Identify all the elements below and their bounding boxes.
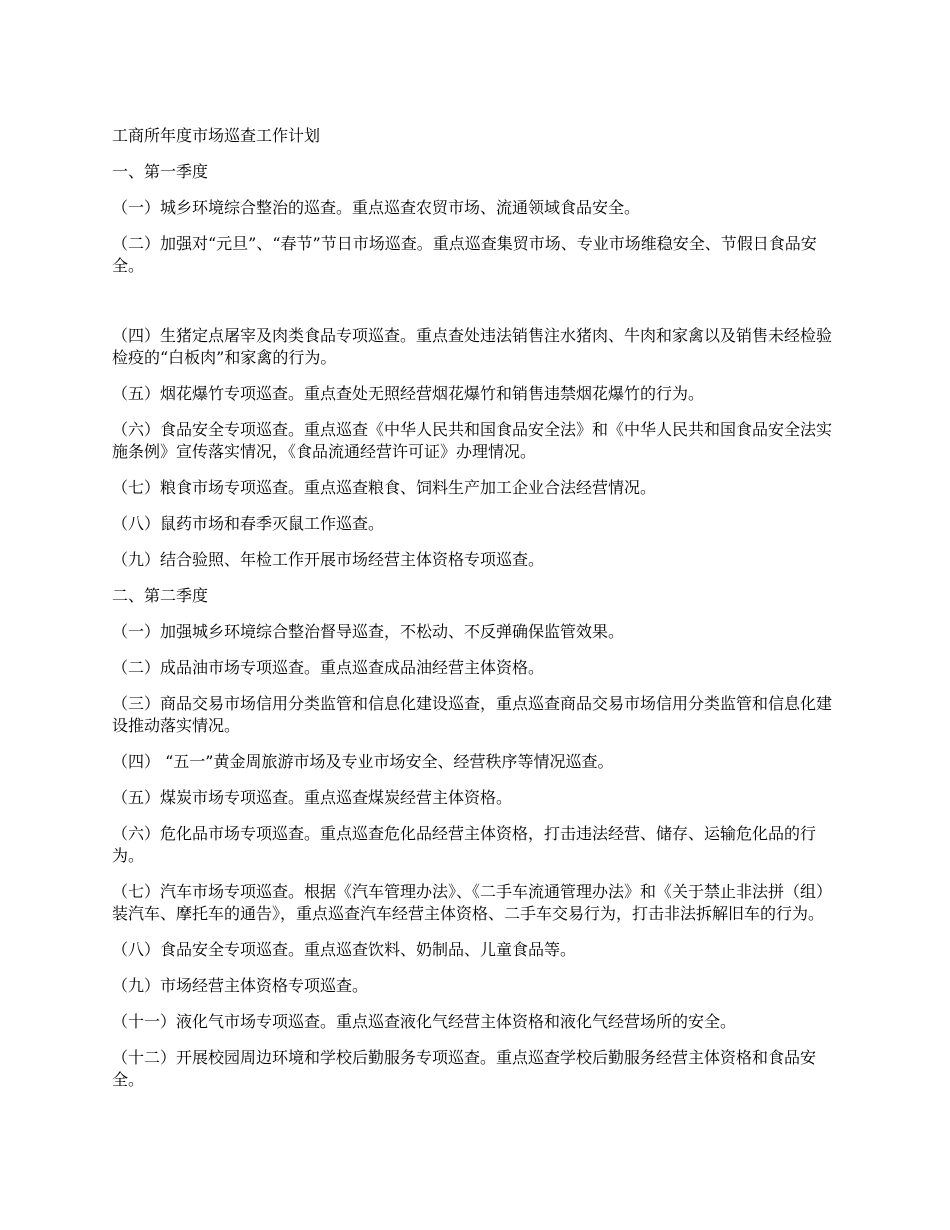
q2-item-1: （一）加强城乡环境综合整治督导巡查，不松动、不反弹确保监管效果。: [112, 622, 625, 641]
q1-item-6: （六）食品安全专项巡查。重点巡查《中华人民共和国食品安全法》和《中华人民共和国食品安全法实施条例》宣传落实情况，《食品流通经营许可证》办理情况。: [112, 420, 833, 461]
q1-item-5: （五）烟花爆竹专项巡查。重点查处无照经营烟花爆竹和销售违禁烟花爆竹的行为。: [112, 384, 705, 403]
q1-item-1: （一）城乡环境综合整治的巡查。重点巡查农贸市场、流通领域食品安全。: [112, 198, 641, 217]
q1-item-4: （四）生猪定点屠宰及肉类食品专项巡查。重点查处违法销售注水猪肉、牛肉和家禽以及销售未经检验检疫的“白板肉”和家禽的行为。: [112, 326, 833, 367]
q2-item-9: （九）市场经营主体资格专项巡查。: [112, 976, 369, 995]
q1-item-2: （二）加强对“元旦”、“春节”节日市场巡查。重点巡查集贸市场、专业市场维稳安全、节假日食品安全。: [112, 234, 817, 275]
q1-item-9: （九）结合验照、年检工作开展市场经营主体资格专项巡查。: [112, 550, 545, 569]
q2-item-11: （十一）液化气市场专项巡查。重点巡查液化气经营主体资格和液化气经营场所的安全。: [112, 1012, 737, 1031]
q1-item-7: （七）粮食市场专项巡查。重点巡查粮食、饲料生产加工企业合法经营情况。: [112, 478, 657, 497]
document-title: 工商所年度市场巡查工作计划: [112, 126, 321, 145]
q2-item-2: （二）成品油市场专项巡查。重点巡查成品油经营主体资格。: [112, 658, 545, 677]
q2-item-4: （四） “五一”黄金周旅游市场及专业市场安全、经营秩序等情况巡查。: [112, 752, 614, 771]
q2-item-6: （六）危化品市场专项巡查。重点巡查危化品经营主体资格，打击违法经营、储存、运输危化品的行为。: [112, 824, 817, 865]
q2-item-12: （十二）开展校园周边环境和学校后勤服务专项巡查。重点巡查学校后勤服务经营主体资格和食品安全。: [112, 1048, 817, 1089]
section-heading-q2: 二、第二季度: [112, 586, 209, 605]
q2-item-5: （五）煤炭市场专项巡查。重点巡查煤炭经营主体资格。: [112, 788, 513, 807]
section-heading-q1: 一、第一季度: [112, 162, 209, 181]
q2-item-8: （八）食品安全专项巡查。重点巡查饮料、奶制品、儿童食品等。: [112, 940, 577, 959]
q1-item-8: （八）鼠药市场和春季灭鼠工作巡查。: [112, 514, 385, 533]
document-body: [112, 125, 842, 1105]
q2-item-3: （三）商品交易市场信用分类监管和信息化建设巡查，重点巡查商品交易市场信用分类监管和信息化建设推动落实情况。: [112, 694, 833, 735]
q2-item-7: （七）汽车市场专项巡查。根据《汽车管理办法》、《二手车流通管理办法》和《关于禁止非法拼（组）装汽车、摩托车的通告》，重点巡查汽车经营主体资格、二手车交易行为，打击非法拆解旧车的行为。: [112, 882, 833, 923]
